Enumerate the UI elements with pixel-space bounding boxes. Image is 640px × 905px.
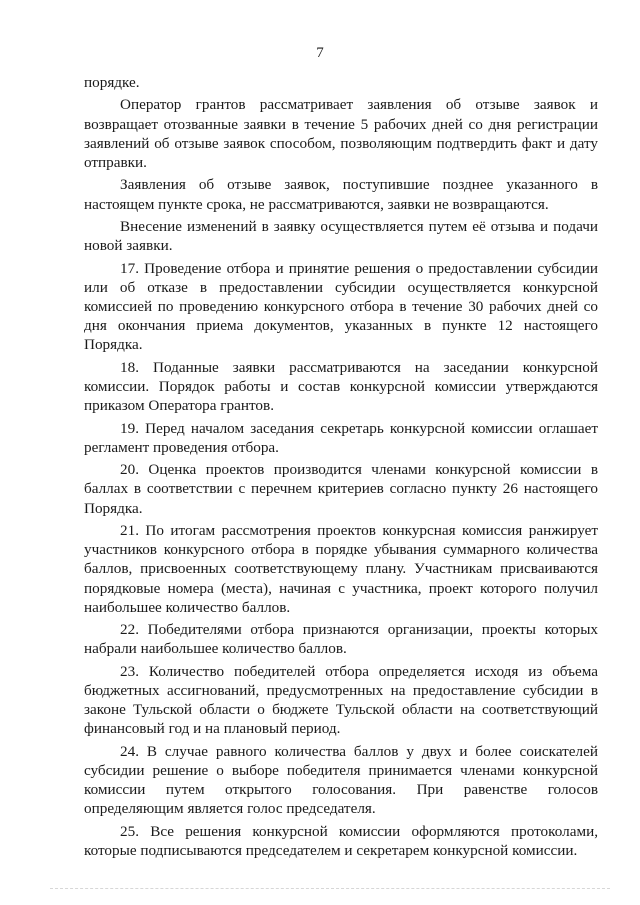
document-body <box>84 73 598 863</box>
paragraph-operator-review: Оператор грантов рассматривает заявления об отзыве заявок и возвращает отозванные заявки в течение 5 рабочих дней со дня регистрации заявлений об отзыве заявок способом, позволяющим подтвердить факт и дату отправки. <box>84 96 598 171</box>
paragraph-clause-17: 17. Проведение отбора и принятие решения о предоставлении субсидии или об отказе в предоставлении субсидии осуществляется конкурсной комиссией по проведению конкурсного отбора в течение 30 рабочих дней со дня окончания приема документов, указанных в пункте 12 настоящего Порядка. <box>84 259 598 354</box>
paragraph-clause-25: 25. Все решения конкурсной комиссии оформляются протоколами, которые подписываются председателем и секретарем конкурсной комиссии. <box>84 822 598 859</box>
paragraph-clause-23: 23. Количество победителей отбора определяется исходя из объема бюджетных ассигнований, предусмотренных на предоставление субсидии в законе Тульской области о бюджете Тульской области на соответствующий финансовый год и на плановый период. <box>84 662 598 738</box>
scan-artifact-line <box>50 888 610 889</box>
paragraph-clause-21: 21. По итогам рассмотрения проектов конкурсная комиссия ранжирует участников конкурсного отбора в порядке убывания суммарного количества баллов, присвоенных соответствующему плану. Участникам присваиваются порядковые номера (места), начиная с участника, проект которого получил наибольшее количество баллов. <box>84 521 598 616</box>
paragraph-clause-18: 18. Поданные заявки рассматриваются на заседании конкурсной комиссии. Порядок работы и состав конкурсной комиссии утверждаются приказом Оператора грантов. <box>84 358 598 415</box>
paragraph-clause-24: 24. В случае равного количества баллов у двух и более соискателей субсидии решение о выборе победителя принимается членами конкурсной комиссии путем открытого голосования. При равенстве голосов определяющим является голос председателя. <box>84 742 598 818</box>
paragraph-clause-20: 20. Оценка проектов производится членами конкурсной комиссии в баллах в соответствии с перечнем критериев согласно пункту 26 настоящего Порядка. <box>84 461 598 517</box>
paragraph-changes: Внесение изменений в заявку осуществляется путем её отзыва и подачи новой заявки. <box>84 217 598 255</box>
paragraph-clause-22: 22. Победителями отбора признаются организации, проекты которых набрали наибольшее количество баллов. <box>84 621 598 658</box>
page-number: 7 <box>316 45 324 61</box>
paragraph-late-withdrawal: Заявления об отзыве заявок, поступившие позднее указанного в настоящем пункте срока, не рассматриваются, заявки не возвращаются. <box>84 176 598 213</box>
paragraph-clause-19: 19. Перед началом заседания секретарь конкурсной комиссии оглашает регламент проведения отбора. <box>84 419 598 456</box>
paragraph-continuation: порядке. <box>84 74 140 91</box>
